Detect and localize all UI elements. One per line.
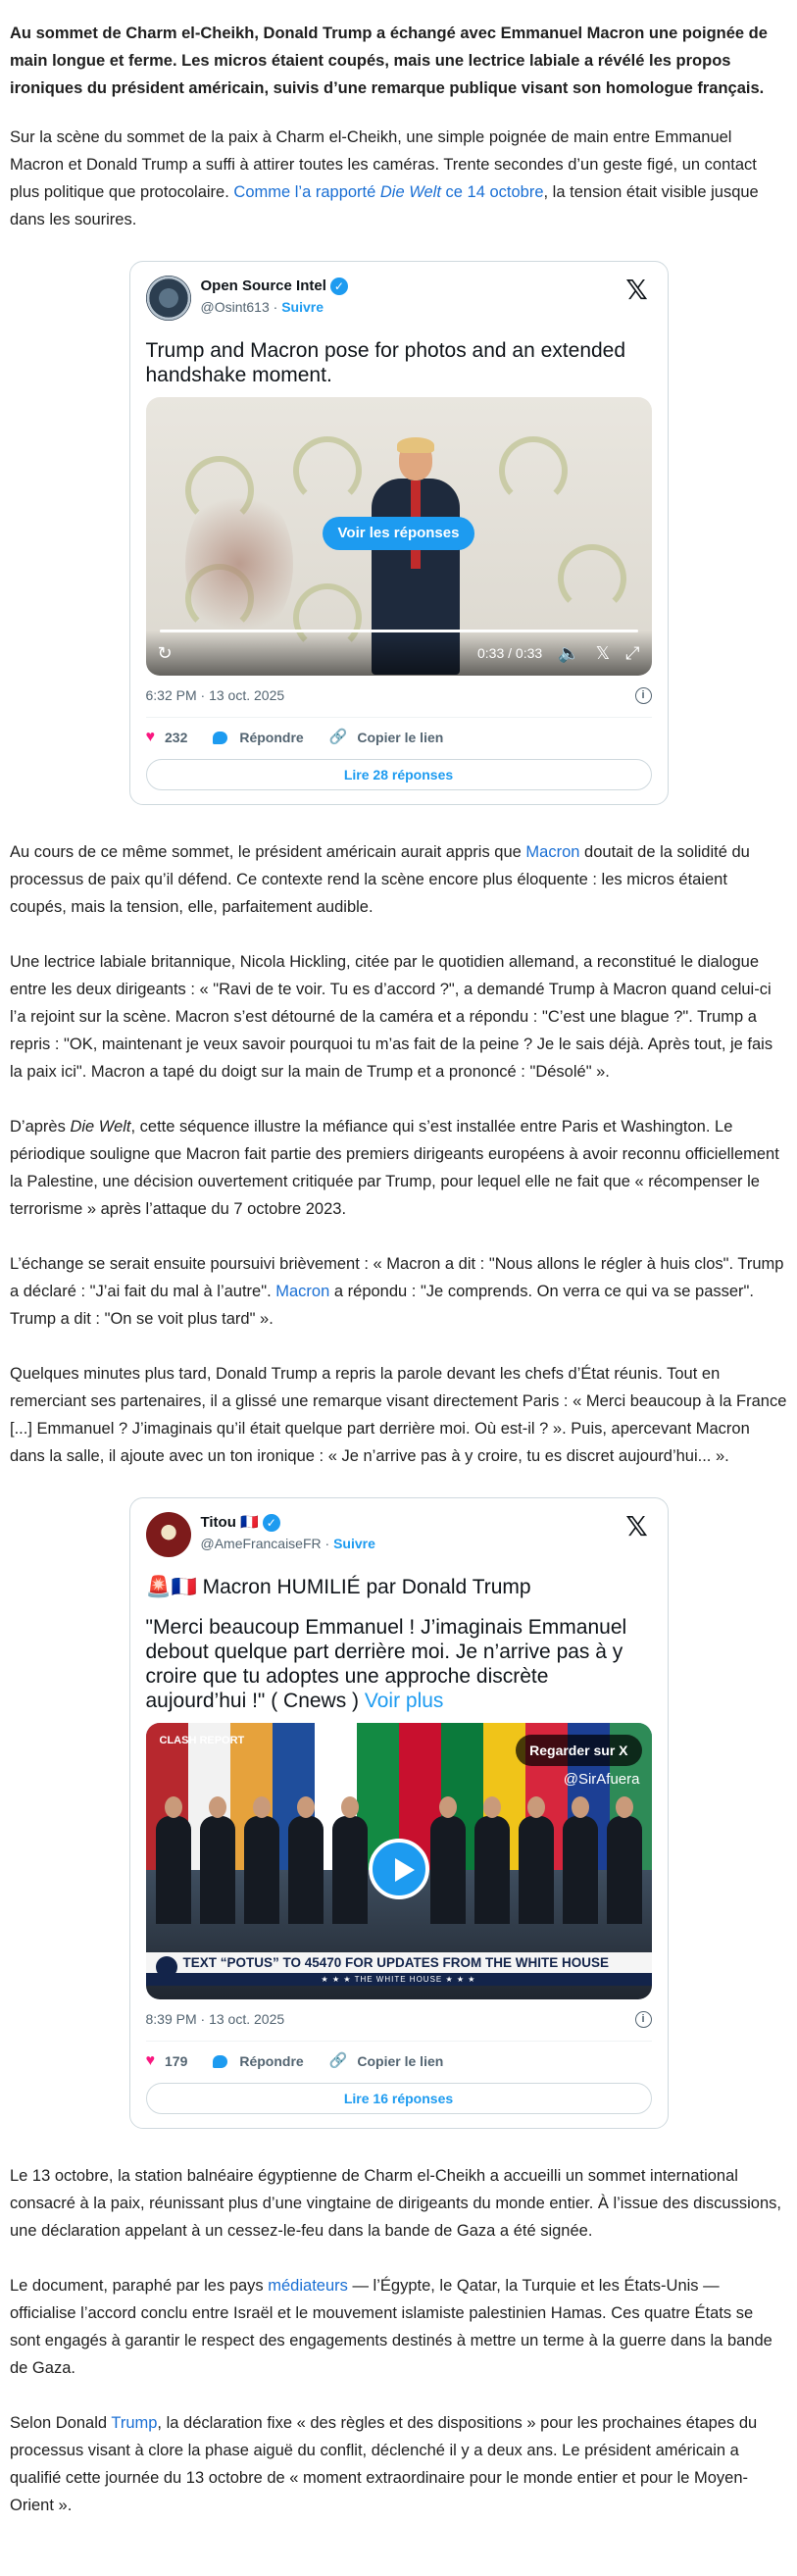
reply-button[interactable]: Répondre xyxy=(213,2051,303,2071)
paragraph-text: Sur la scène du sommet de la paix à Charm el-Cheikh, une simple poignée de main entre Emmanuel Macron et Donald Trump a suffi à attirer toutes les caméras. Trente secondes d’un geste figé, un contact plus politique que protocolaire. xyxy=(10,128,757,201)
reply-icon xyxy=(213,2055,227,2068)
blurred-hand xyxy=(185,485,293,642)
trump-link[interactable]: Trump xyxy=(111,2414,158,2432)
tweet-timestamp[interactable]: 6:32 PM · 13 oct. 2025 xyxy=(145,687,285,703)
info-icon[interactable]: i xyxy=(635,2011,652,2028)
paragraph-5: L’échange se serait ensuite poursuivi brièvement : « Macron a dit : "Nous allons le régler à huis clos". Trump a déclaré : "J’ai fait du mal à l’autre". Macron a répondu : "Je comprends. On verra ce qui va se passer". Trump a dit : "On se voit plus tard" ». xyxy=(10,1255,784,1328)
copy-link-button[interactable]: 🔗 Copier le lien xyxy=(328,2052,444,2069)
wreath-decoration xyxy=(558,544,626,613)
video-controls xyxy=(146,631,652,676)
reply-icon xyxy=(213,732,227,744)
fullscreen-icon[interactable]: ⤢ xyxy=(625,643,640,663)
x-logo-icon[interactable]: 𝕏 xyxy=(625,1511,648,1541)
like-count: 179 xyxy=(165,2053,188,2069)
like-count: 232 xyxy=(165,730,188,745)
tweet-author-handle[interactable]: @AmeFrancaiseFR xyxy=(200,1536,322,1551)
macron-link[interactable]: Macron xyxy=(525,843,580,861)
like-button[interactable] xyxy=(146,728,188,747)
tweet-video[interactable] xyxy=(146,1723,652,1999)
verified-badge-icon: ✓ xyxy=(263,1514,280,1532)
paragraph-1 xyxy=(10,124,787,233)
tweet-timestamp-row xyxy=(146,2009,652,2029)
follow-button[interactable]: Suivre xyxy=(333,1536,375,1551)
wreath-decoration xyxy=(499,436,568,505)
tweet-author-handle[interactable]: @Osint613 xyxy=(200,299,270,315)
watch-on-x-button[interactable]: Regarder sur X xyxy=(516,1735,641,1766)
video-time: 0:33 / 0:33 xyxy=(476,645,543,661)
link-icon: 🔗 xyxy=(328,729,348,745)
link-icon: 🔗 xyxy=(328,2052,348,2069)
mediateurs-link[interactable]: médiateurs xyxy=(268,2277,348,2295)
tweet-author-name[interactable]: Titou 🇫🇷 xyxy=(200,1514,259,1531)
heart-icon: ♥ xyxy=(145,2052,155,2069)
tweet-actions xyxy=(146,2051,652,2071)
paragraph-6: Quelques minutes plus tard, Donald Trump a repris la parole devant les chefs d’État réunis. Tout en remerciant ses partenaires, il a glissé une remarque visant directement Paris : « Merci beaucoup à la France [...] Emmanuel ? J’imaginais qu’il était quelque part derrière moi. Où est-il ? ». Puis, apercevant Macron dans la salle, il ajoute avec un ton ironique : « Je n’arrive pas à y croire, tu es discret aujourd’hui... ». xyxy=(10,1365,787,1465)
article-lead: Au sommet de Charm el-Cheikh, Donald Trump a échangé avec Emmanuel Macron une poignée de main longue et ferme. Les micros étaient coupés, mais une lectrice labiale a révélé les propos ironiques du président américain, suivis d’une remarque publique visant son homologue français. xyxy=(10,25,768,97)
tweet-author-name[interactable]: Open Source Intel xyxy=(200,278,326,294)
see-more-link[interactable]: Voir plus xyxy=(364,1690,444,1712)
paragraph-7: Le 13 octobre, la station balnéaire égyptienne de Charm el-Cheikh a accueilli un sommet international consacré à la paix, réunissant plus d’une vingtaine de dirigeants du monde entier. À l’issue des discussions, une déclaration appelant à un cessez-le-feu dans la bande de Gaza a été signée. xyxy=(10,2167,781,2240)
follow-button[interactable]: Suivre xyxy=(281,299,324,315)
read-replies-button[interactable]: Lire 16 réponses xyxy=(146,2083,652,2114)
media-watermark: @SirAfuera xyxy=(563,1771,640,1788)
volume-icon[interactable]: 🔈 xyxy=(558,643,580,663)
see-replies-button[interactable]: Voir les réponses xyxy=(323,517,475,550)
verified-badge-icon: ✓ xyxy=(330,278,348,295)
tweet-header: Titou 🇫🇷 ✓ @AmeFrancaiseFR · Suivre 𝕏 xyxy=(146,1512,652,1561)
tweet-timestamp-row xyxy=(146,685,652,705)
macron-link[interactable]: Macron xyxy=(275,1283,330,1300)
heart-icon: ♥ xyxy=(145,729,155,745)
info-icon[interactable]: i xyxy=(635,687,652,704)
read-replies-button[interactable]: Lire 28 réponses xyxy=(146,759,652,790)
embedded-tweet-titou[interactable] xyxy=(129,1497,669,2129)
die-welt-source-link[interactable]: Comme l’a rapporté Die Welt ce 14 octobre xyxy=(233,183,544,201)
tweet-header: Open Source Intel ✓ @Osint613 · Suivre 𝕏 xyxy=(146,276,652,325)
tweet-video[interactable] xyxy=(146,397,652,676)
paragraph-4: D’après Die Welt, cette séquence illustre la méfiance qui s’est installée entre Paris et Washington. Le périodique souligne que Macron fait partie des premiers dirigeants européens à avoir reconnu officiellement la Palestine, une décision ouvertement critiquée par Trump, pour lequel elle ne fait que « récompenser le terrorisme » après l’attaque du 7 octobre 2023. xyxy=(10,1118,779,1218)
copy-link-button[interactable]: 🔗 Copier le lien xyxy=(328,729,444,745)
tweet-actions xyxy=(146,728,652,747)
clash-report-logo: CLASH REPORT xyxy=(159,1735,245,1746)
lower-third-banner: TEXT “POTUS” TO 45470 FOR UPDATES FROM THE WHITE HOUSE ★ ★ ★ THE WHITE HOUSE ★ ★ ★ xyxy=(146,1952,652,1986)
paragraph-text: , la tension était visible jusque dans les sourires. xyxy=(10,183,759,228)
paragraph-9: Selon Donald Trump, la déclaration fixe « des règles et des dispositions » pour les prochaines étapes du processus visant à clore la phase aiguë du conflit, déclenché il y a deux ans. Le président américain a qualifié cette journée du 13 octobre de « moment extraordinaire pour le monde entier et pour le Moyen-Orient ». xyxy=(10,2414,758,2514)
avatar[interactable] xyxy=(146,1512,191,1557)
tweet-text: "Merci beaucoup Emmanuel ! J’imaginais Emmanuel debout quelque part derrière moi. Je n’arrive pas à y croire que tu adoptes une approche discrète aujourd’hui !" ( Cnews ) Voir plus xyxy=(145,1616,627,1712)
like-button[interactable] xyxy=(146,2051,188,2071)
play-icon[interactable] xyxy=(369,1839,429,1899)
embedded-tweet-osint[interactable] xyxy=(129,261,669,805)
avatar[interactable] xyxy=(146,276,191,321)
wreath-decoration xyxy=(293,436,362,505)
reply-button[interactable]: Répondre xyxy=(213,728,303,747)
paragraph-3: Une lectrice labiale britannique, Nicola Hickling, citée par le quotidien allemand, a reconstitué le dialogue entre les deux dirigeants : « "Ravi de te voir. Tu es d’accord ?", a demandé Trump à Macron quand celui-ci l’a rejoint sur la scène. Macron s’est détourné de la caméra et a répondu : "C’est une blague ?". Trump a repris : "OK, maintenant je veux savoir pourquoi tu m’as fait de la peine ? Je le sais déjà. Après tout, je fais la paix ici". Macron a tapé du doigt sur la main de Trump et a prononcé : "Désolé" ». xyxy=(10,953,773,1081)
tweet-text: Trump and Macron pose for photos and an extended handshake moment. xyxy=(145,339,626,386)
tweet-timestamp[interactable]: 8:39 PM · 13 oct. 2025 xyxy=(145,2011,285,2027)
replay-icon[interactable]: ↻ xyxy=(157,643,173,663)
x-logo-icon[interactable]: 𝕏 xyxy=(595,643,611,663)
tweet-headline: 🚨🇫🇷 Macron HUMILIÉ par Donald Trump xyxy=(145,1576,531,1598)
x-logo-icon[interactable]: 𝕏 xyxy=(625,275,648,305)
paragraph-8: Le document, paraphé par les pays médiateurs — l’Égypte, le Qatar, la Turquie et les États-Unis — officialise l’accord conclu entre Israël et le mouvement islamiste palestinien Hamas. Ces quatre États se sont engagés à garantir le respect des engagements destinés à mettre un terme à la guerre dans la bande de Gaza. xyxy=(10,2277,772,2377)
paragraph-2: Au cours de ce même sommet, le président américain aurait appris que Macron doutait de la solidité du processus de paix qu’il défend. Ce contexte rend la scène encore plus éloquente : les micros étaient coupés, mais la tension, elle, parfaitement audible. xyxy=(10,843,750,916)
